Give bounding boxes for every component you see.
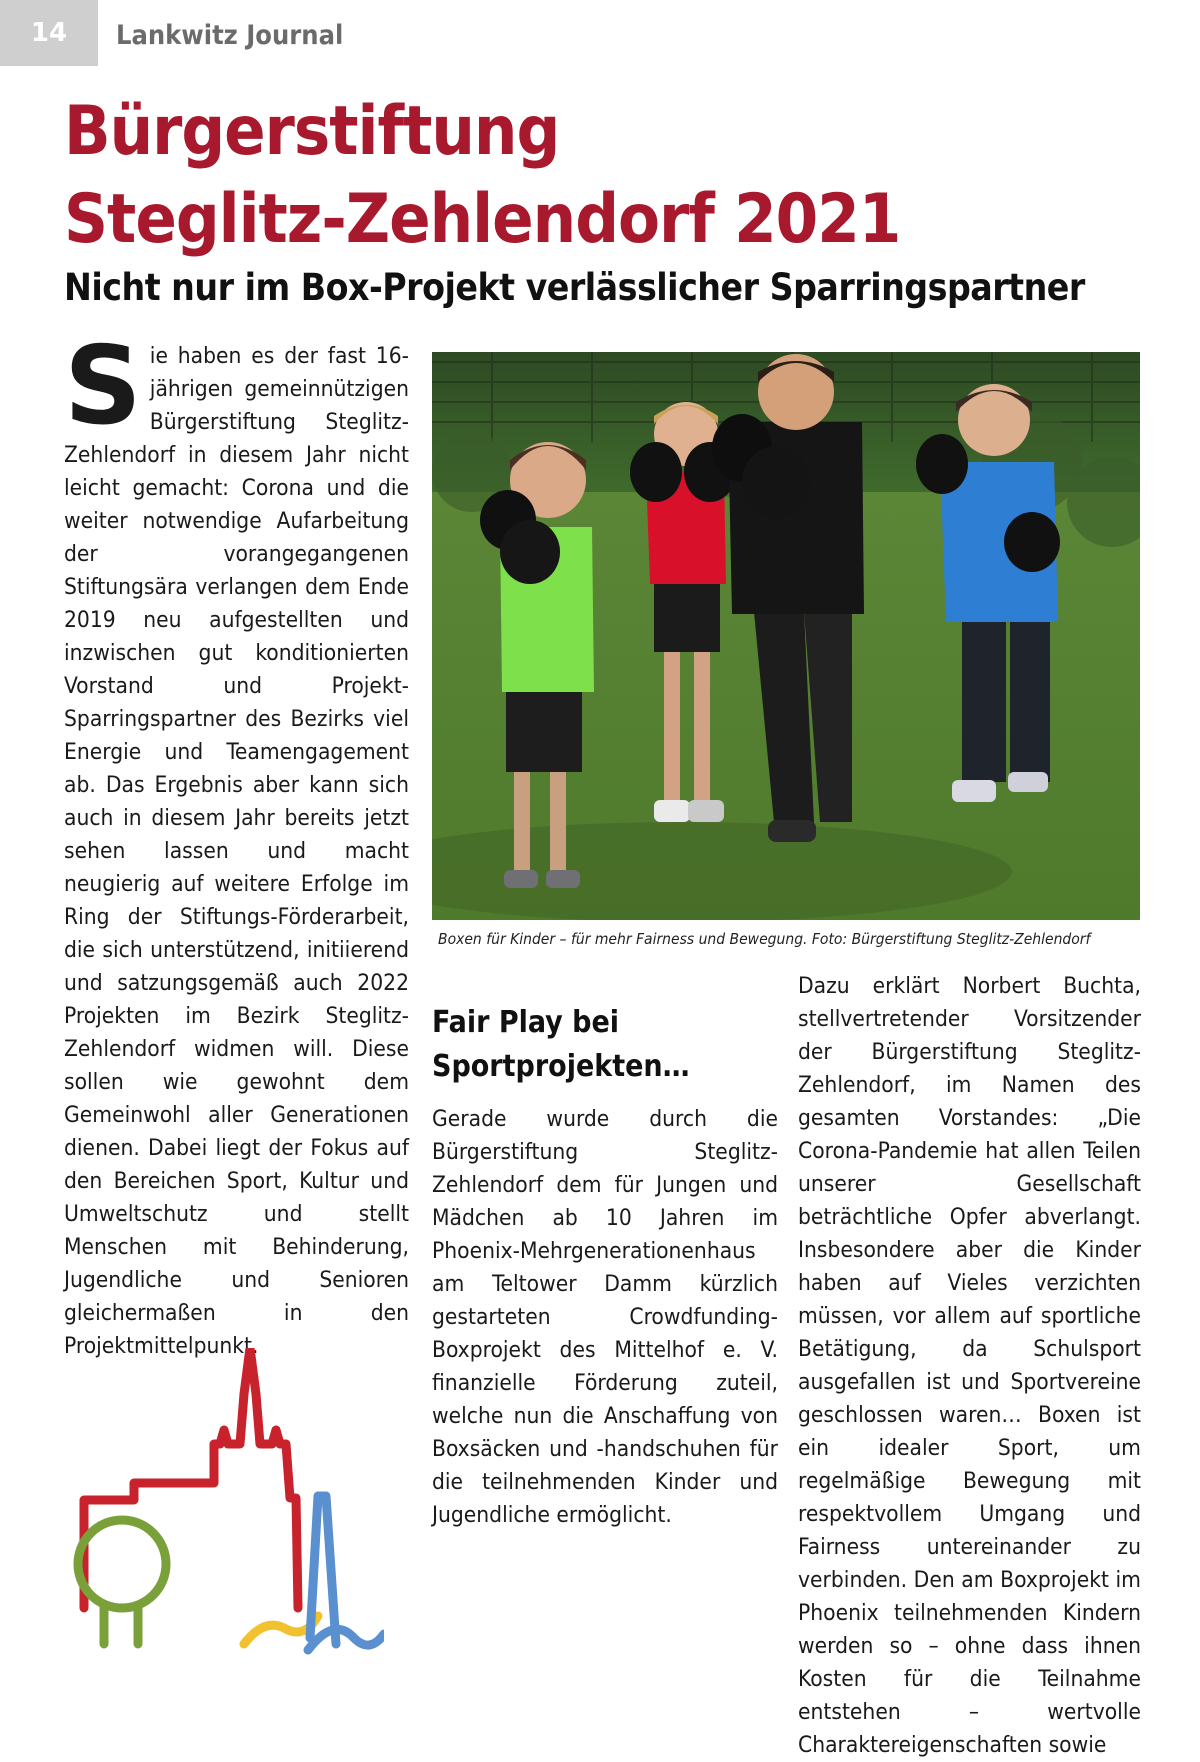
page-number: 14 xyxy=(30,18,68,48)
headline-line-2: Steglitz-Zehlendorf 2021 xyxy=(64,180,901,259)
dropcap: S xyxy=(64,324,142,449)
boxing-photo-illustration xyxy=(432,352,1140,920)
foundation-logo xyxy=(64,1348,384,1664)
photo-caption: Boxen für Kinder – für mehr Fairness und Bewegung. Foto: Bürgerstiftung Steglitz-Zehlendorf xyxy=(438,930,1091,948)
paragraph-2: Dazu erklärt Norbert Buchta, stellvertretender Vorsitzender der Bürgerstiftung Steglitz-Zehlendorf, im Namen des gesamten Vorstandes: „Die Corona-Pandemie hat allen Teilen unserer Gesellschaft beträchtliche Opfer abverlangt. Insbesondere aber die Kinder haben auf Vieles verzichten müssen, vor allem auf sportliche Betätigung, da Schulsport ausgefallen ist und Sportvereine geschlossen waren… Boxen ist ein idealer Sport, um regelmäßige Bewegung mit respektvollem Umgang und Fairness untereinander zu verbinden. Den am Boxprojekt im Phoenix teilnehmenden Kindern werden so – ohne dass ihnen Kosten für die Teilnahme entstehen – wertvolle Charaktereigenschaften sowie xyxy=(798,973,1141,1758)
boxing-photo xyxy=(432,352,1140,920)
paragraph-1: Gerade wurde durch die Bürgerstiftung Steglitz-Zehlendorf dem für Jungen und Mädchen ab 10 Jahren im Phoenix-Mehrgenerationenhaus am Teltower Damm kürzlich gestarteten Crowdfunding-Boxprojekt des Mittelhof e. V. finanzielle Förderung zuteil, welche nun die Anschaffung von Boxsäcken und -handschuhen für die teilnehmenden Kinder und Jugendliche ermöglicht. xyxy=(432,1106,778,1528)
section-heading: Fair Play bei Sportprojekten… xyxy=(432,1005,690,1084)
body-column-3 xyxy=(798,970,1141,1762)
intro-column xyxy=(64,324,409,1363)
headline xyxy=(64,88,900,264)
intro-text: ie haben es der fast 16-jährigen gemeinnützigen Bürgerstiftung Steglitz-Zehlendorf in diesem Jahr nicht leicht gemacht: Corona und die weiter notwendige Aufarbeitung der vorangegangenen Stiftungsära verlangen dem Ende 2019 neu aufgestellten und inzwischen gut konditionierten Vorstand und Projekt-Sparringspartner des Bezirks viel Energie und Teamengagement ab. Das Ergebnis aber kann sich auch in diesem Jahr bereits jetzt sehen lassen und macht neugierig auf weitere Erfolge im Ring der Stiftungs-Förderarbeit, die sich unterstützend, initiierend und satzungsgemäß auch 2022 Projekten im Bezirk Steglitz-Zehlendorf widmen will. Diese sollen wie gewohnt dem Gemeinwohl aller Generationen dienen. Dabei liegt der Fokus auf den Bereichen Sport, Kultur und Umweltschutz und stellt Menschen mit Behinderung, Jugendliche und Senioren gleichermaßen in den Projektmittelpunkt. xyxy=(64,343,409,1359)
foundation-logo-graphic xyxy=(64,1348,384,1664)
journal-name: Lankwitz Journal xyxy=(116,20,344,51)
subheadline: Nicht nur im Box-Projekt verlässlicher Sparringspartner xyxy=(64,266,1085,309)
body-column-2 xyxy=(432,1103,778,1532)
headline-line-1: Bürgerstiftung xyxy=(64,92,560,171)
